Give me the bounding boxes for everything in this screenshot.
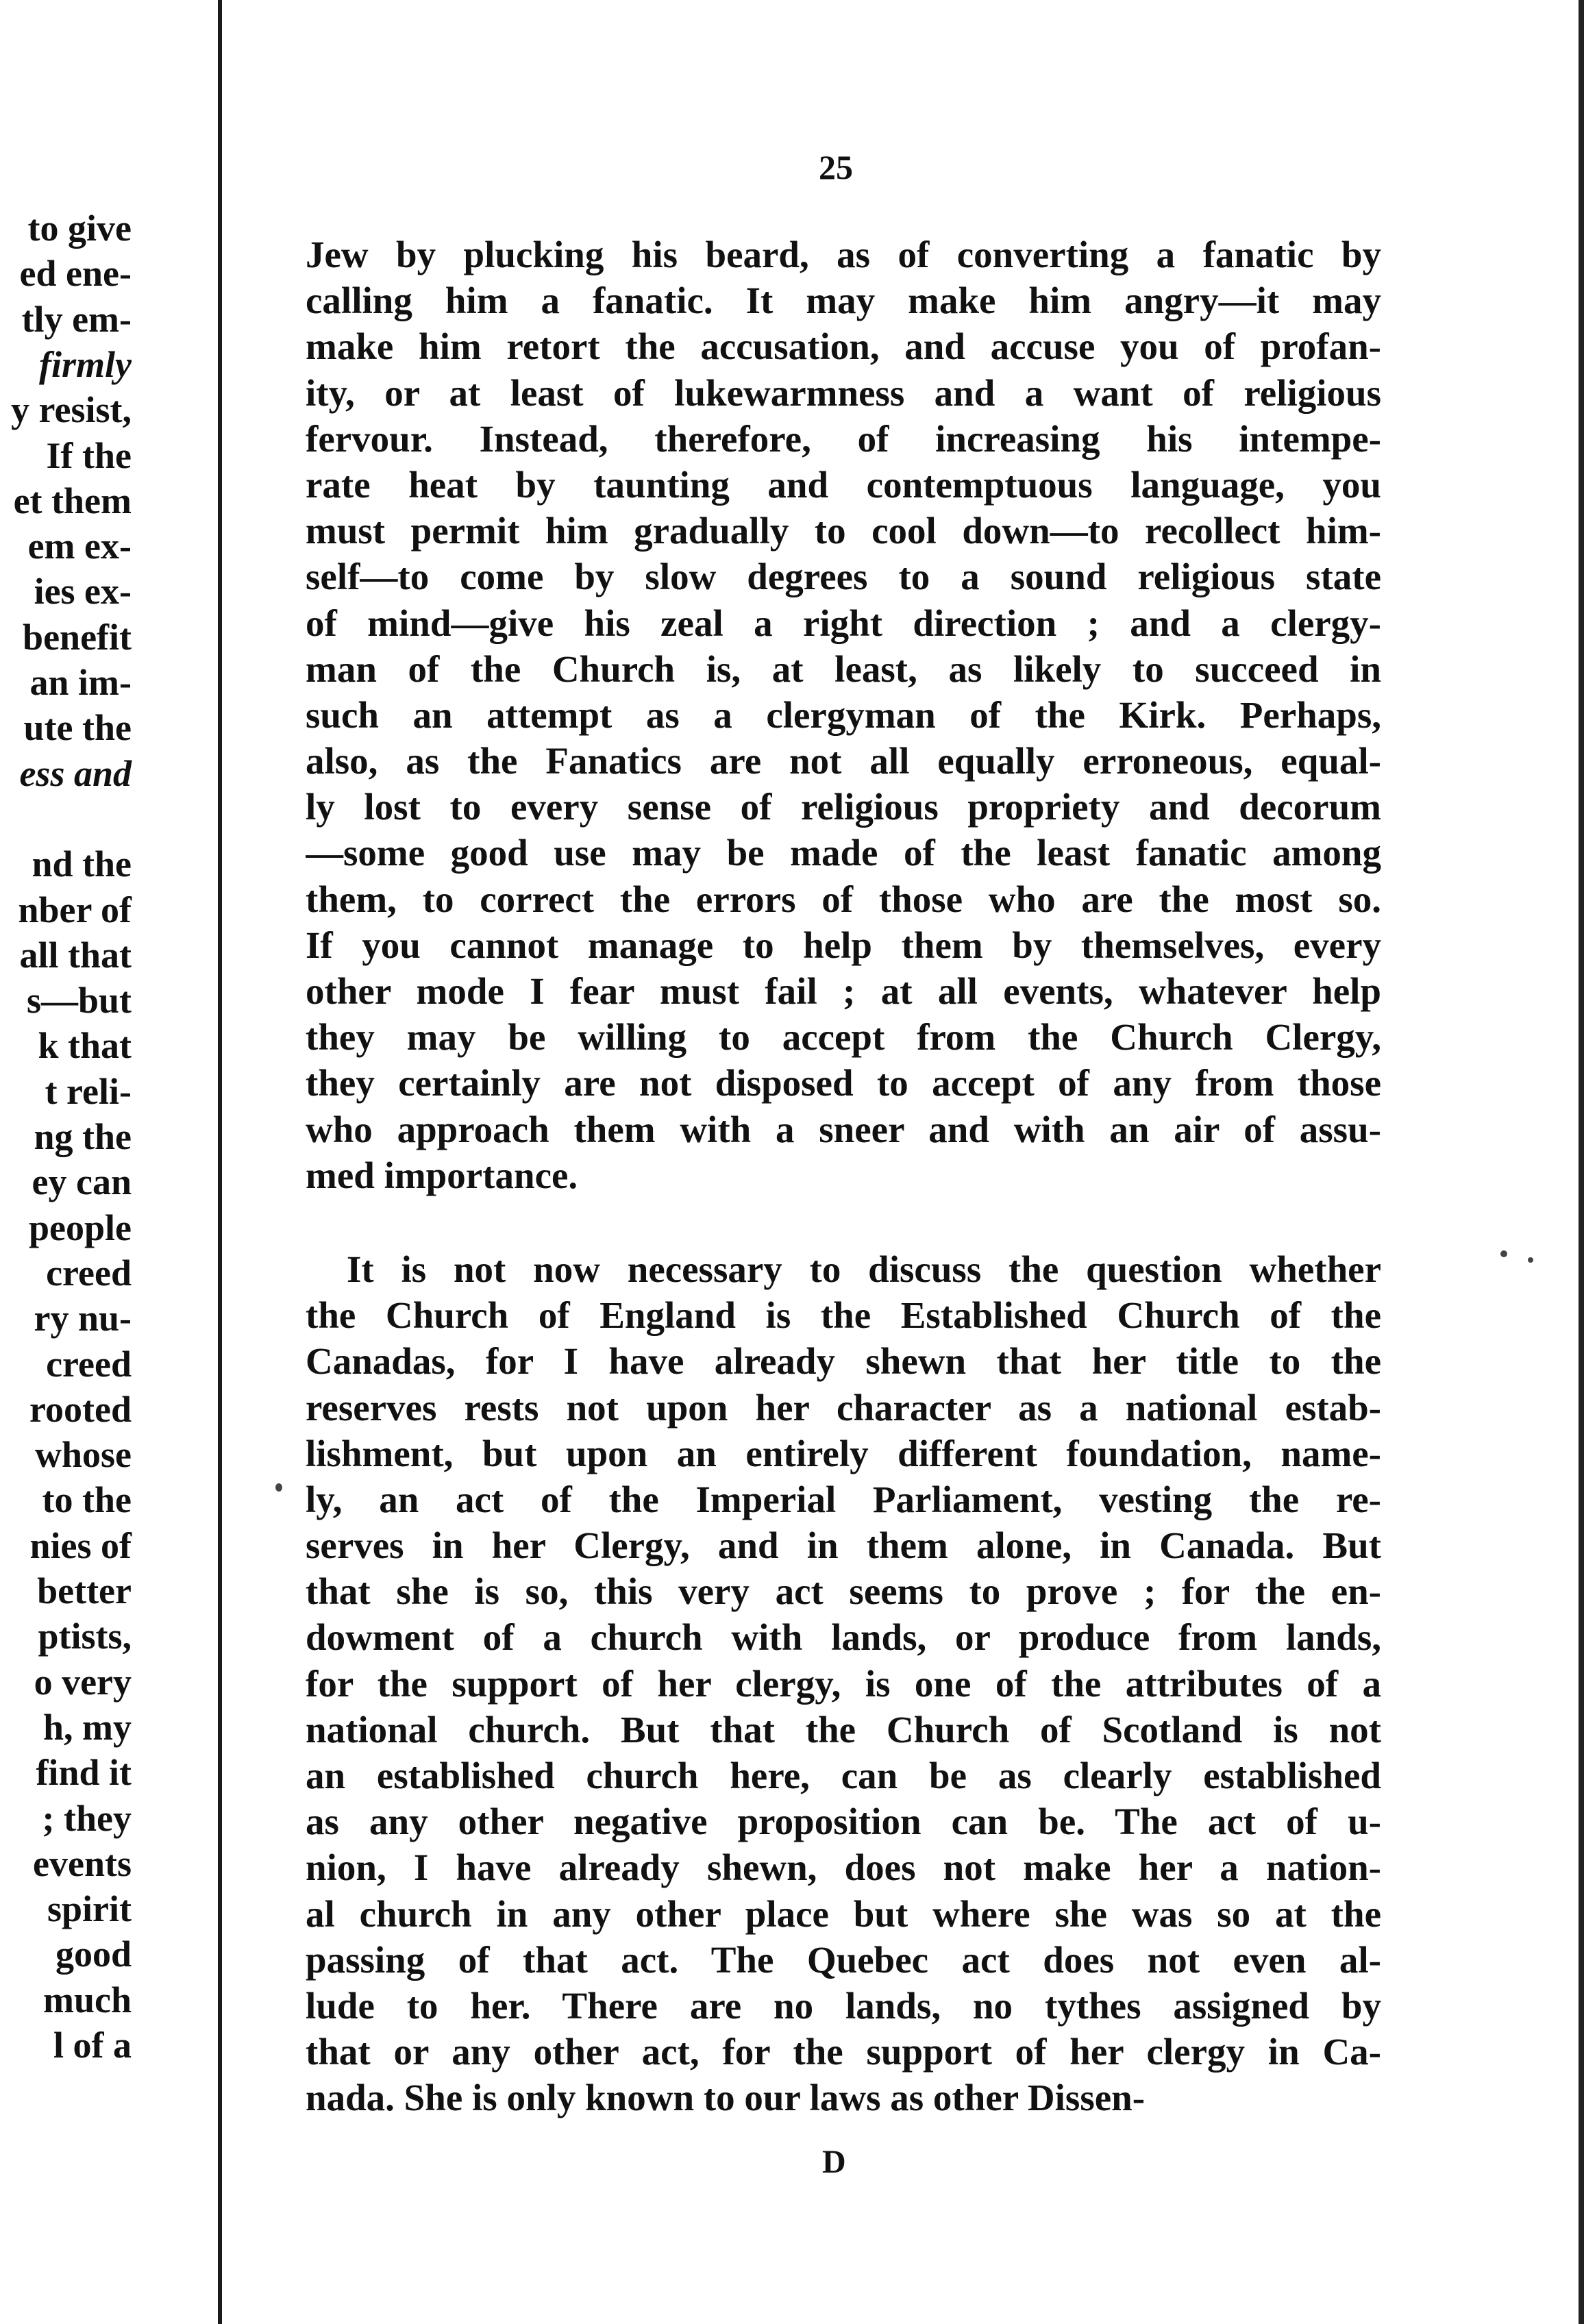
text-line: man of the Church is, at least, as likely to succeed in (306, 647, 1381, 690)
text-line: Jew by plucking his beard, as of converting a fanatic by (306, 234, 1381, 275)
facing-page-line: s—but (26, 980, 132, 1022)
text-line: must permit him gradually to cool down—to recollect him- (306, 510, 1381, 552)
facing-page-line: an im- (29, 662, 132, 703)
facing-page-line: nber of (18, 889, 132, 930)
text-line: self—to come by slow degrees to a sound religious state (306, 556, 1381, 598)
paragraph-2 (306, 1246, 1381, 2121)
text-line: fervour. Instead, therefore, of increasing his intempe- (306, 417, 1381, 460)
page-gutter (218, 0, 222, 2324)
facing-page-line: l of a (53, 2025, 132, 2066)
facing-page-fragments (0, 206, 134, 2192)
facing-page-line: rooted (29, 1388, 132, 1430)
facing-page-line: better (37, 1570, 132, 1611)
facing-page-line: to give (27, 208, 132, 249)
facing-page-line: ry nu- (34, 1298, 132, 1339)
facing-page-line: benefit (23, 616, 132, 658)
text-line: dowment of a church with lands, or produce from lands, (306, 1616, 1381, 1659)
text-line: national church. But that the Church of Scotland is not (306, 1708, 1381, 1751)
text-line: nion, I have already shewn, does not make her a nation- (306, 1846, 1381, 1889)
page-edge (1579, 0, 1584, 2324)
facing-page-line: events (33, 1842, 132, 1884)
facing-page-line: creed (46, 1252, 132, 1294)
dust-speck (275, 1483, 282, 1492)
text-line: lishment, but upon an entirely different foundation, name- (306, 1432, 1381, 1474)
text-line: ity, or at least of lukewarmness and a want of religious (306, 371, 1381, 414)
text-line: Canadas, for I have already shewn that her title to the (306, 1340, 1381, 1383)
facing-page-line: creed (46, 1343, 132, 1385)
text-line: that she is so, this very act seems to prove ; for the en- (306, 1570, 1381, 1613)
text-line: ly lost to every sense of religious propriety and decorum (306, 786, 1381, 828)
facing-page-line: tly em- (21, 298, 132, 340)
text-line: reserves rests not upon her character as a national estab- (306, 1386, 1381, 1429)
text-line: make him retort the accusation, and accuse you of profan- (306, 325, 1381, 368)
text-line: they may be willing to accept from the Church Clergy, (306, 1016, 1381, 1059)
facing-page-line: to the (42, 1479, 132, 1521)
facing-page-line: good (55, 1933, 132, 1975)
paragraph-1 (306, 232, 1381, 1198)
facing-page-line: ptists, (38, 1616, 132, 1657)
facing-page-line: find it (36, 1752, 132, 1794)
text-line: also, as the Fanatics are not all equally erroneous, equal- (306, 740, 1381, 782)
facing-page-line: spirit (47, 1888, 132, 1930)
facing-page-line: If the (46, 434, 132, 476)
facing-page-line: t reli- (45, 1070, 132, 1112)
text-line: an established church here, can be as clearly established (306, 1755, 1381, 1796)
dust-speck (1528, 1257, 1533, 1263)
text-line: passing of that act. The Quebec act does not even al- (306, 1938, 1381, 1981)
text-line: that or any other act, for the support of her clergy in Ca- (306, 2031, 1381, 2073)
text-line: —some good use may be made of the least fanatic among (306, 832, 1381, 874)
text-line: who approach them with a sneer and with an air of assu- (306, 1108, 1381, 1150)
facing-page-line: h, my (42, 1706, 132, 1748)
facing-page-line: ed ene- (19, 253, 132, 295)
text-line: of mind—give his zeal a right direction ; and a clergy- (306, 602, 1381, 644)
facing-page-line: y resist, (11, 389, 132, 431)
facing-page-line: k that (38, 1025, 132, 1067)
text-line: calling him a fanatic. It may make him angry—it may (306, 280, 1381, 322)
text-line: other mode I fear must fail ; at all events, whatever help (306, 970, 1381, 1012)
dust-speck (1500, 1250, 1507, 1257)
facing-page-line: ies ex- (34, 571, 132, 613)
text-line: If you cannot manage to help them by themselves, every (306, 924, 1381, 966)
facing-page-line: whose (34, 1434, 132, 1476)
facing-page-line: et them (13, 480, 132, 521)
text-line: as any other negative proposition can be. The act of u- (306, 1801, 1381, 1843)
signature-mark: D (822, 2144, 846, 2180)
text-line: they certainly are not disposed to accept of any from those (306, 1062, 1381, 1104)
text-line: serves in her Clergy, and in them alone, in Canada. But (306, 1524, 1381, 1567)
facing-page-line: people (28, 1207, 132, 1248)
facing-page-line: ; they (42, 1797, 132, 1839)
text-line: the Church of England is the Established Church of the (306, 1294, 1381, 1337)
facing-page-line: em ex- (27, 526, 132, 567)
facing-page-line: o very (34, 1661, 132, 1703)
text-line: med importance. (306, 1154, 578, 1196)
text-line: for the support of her clergy, is one of the attributes of a (306, 1662, 1381, 1705)
text-line: rate heat by taunting and contemptuous language, you (306, 463, 1381, 506)
facing-page-line: ute the (23, 707, 132, 749)
facing-page-line: nd the (32, 843, 132, 885)
facing-page-line: much (42, 1979, 132, 2020)
facing-page-line: all that (19, 934, 132, 976)
paragraph-gap (306, 1198, 1381, 1246)
body-text (306, 232, 1381, 2121)
facing-page-line: nies of (29, 1524, 132, 1566)
text-line: nada. She is only known to our laws as other Dissen- (306, 2077, 1146, 2119)
text-line: al church in any other place but where she was so at the (306, 1892, 1381, 1935)
facing-page-line: firmly (39, 343, 132, 385)
facing-page-line: ess and (19, 752, 132, 794)
facing-page-line: ey can (32, 1161, 132, 1203)
text-line: lude to her. There are no lands, no tythes assigned by (306, 1984, 1381, 2027)
text-line: ly, an act of the Imperial Parliament, vesting the re- (306, 1478, 1381, 1520)
text-line: them, to correct the errors of those who are the most so. (306, 878, 1381, 920)
facing-page-line: ng the (34, 1116, 132, 1157)
text-line: such an attempt as a clergyman of the Kirk. Perhaps, (306, 693, 1381, 736)
text-line: It is not now necessary to discuss the question whether (347, 1248, 1381, 1290)
page-number: 25 (819, 148, 853, 186)
